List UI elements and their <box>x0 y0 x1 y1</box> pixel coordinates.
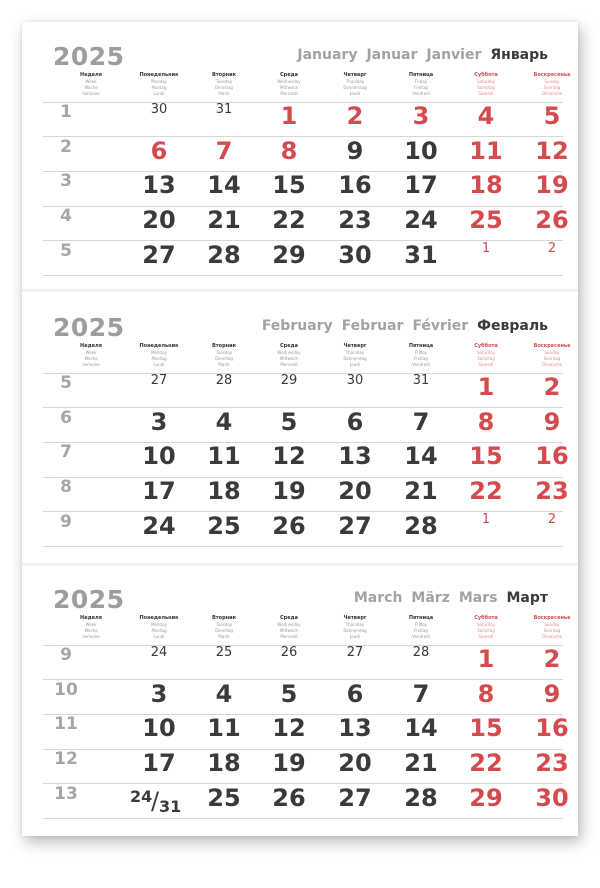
week-row <box>22 373 578 407</box>
weekday-header-en: Friday <box>414 79 428 84</box>
day-cell: 31 <box>215 102 233 117</box>
weekday-header-ru: Воскресенье <box>533 72 571 78</box>
weekday-header-en: Sunday <box>544 622 560 627</box>
weekday-header-fr: Samedi <box>478 362 494 367</box>
weekday-header-ru: Пятница <box>408 615 434 621</box>
weekday-header <box>259 343 319 367</box>
weekday-header-fr: Dimanche <box>541 362 563 367</box>
day-cell: 29 <box>272 240 306 269</box>
week-row <box>22 680 578 714</box>
day-cell: 16 <box>535 714 569 743</box>
day-cell: 5 <box>543 102 561 130</box>
day-cell: 28 <box>215 373 233 388</box>
weekday-header <box>259 72 319 96</box>
day-cell: 17 <box>404 171 438 200</box>
day-cell: 27 <box>338 783 372 812</box>
day-cell: 1 <box>477 645 495 673</box>
weekday-header <box>391 615 451 639</box>
day-cell: 2 <box>346 102 364 130</box>
weekday-header <box>129 343 189 367</box>
week-row <box>22 102 578 136</box>
weekday-header-en: Wednesday <box>277 622 301 627</box>
week-row <box>22 784 578 818</box>
weekday-header-fr: Jeudi <box>350 634 360 639</box>
weekday-header-ru: Среда <box>279 343 299 349</box>
day-cell: 30 <box>150 102 168 117</box>
day-cell: 23 <box>535 477 569 506</box>
weekday-header-ru: Понедельник <box>139 615 179 621</box>
weekday-header-en: Sunday <box>544 350 560 355</box>
day-cell: 28 <box>207 240 241 269</box>
weekday-header-en: Saturday <box>476 622 496 627</box>
day-cell: 8 <box>477 407 495 436</box>
day-cell: 30 <box>346 373 364 388</box>
day-cell: 8 <box>477 679 495 708</box>
day-cell: 24 <box>142 511 176 540</box>
day-cell: 28 <box>404 511 438 540</box>
week-row <box>22 645 578 679</box>
week-number: 3 <box>60 171 72 192</box>
weekday-header-de: Sonntag <box>543 628 561 633</box>
day-cell: 20 <box>338 477 372 506</box>
day-cell: 27 <box>338 511 372 540</box>
weekday-header <box>522 615 582 639</box>
week-column-header <box>69 72 113 96</box>
day-cell: 15 <box>272 171 306 200</box>
weekday-header-de: Dienstag <box>215 628 233 633</box>
month-name: Mars <box>458 590 498 606</box>
weekday-header-de: Donnerstag <box>343 85 367 90</box>
weekday-header-fr: Vendredi <box>412 91 430 96</box>
day-cell: 1 <box>481 240 491 256</box>
weekday-header-ru: Неделя <box>80 343 102 349</box>
weekday-header-en: Wednesday <box>277 350 301 355</box>
weekday-header-de: Montag <box>151 356 167 361</box>
weekday-header-de: Montag <box>151 628 167 633</box>
weekday-header-fr: Semaine <box>82 634 100 639</box>
day-cell: 4 <box>215 679 233 708</box>
day-cell: 3 <box>150 407 168 436</box>
weekday-header-ru: Пятница <box>408 72 434 78</box>
weekday-header-fr: Mardi <box>218 634 230 639</box>
day-cell: 27 <box>142 240 176 269</box>
day-cell: 5 <box>280 407 298 436</box>
weekday-header <box>129 615 189 639</box>
day-cell: 21 <box>404 749 438 778</box>
day-cell: 25 <box>207 511 241 540</box>
day-cell: 28 <box>412 645 430 660</box>
day-cell: 2 <box>547 240 557 256</box>
week-number: 9 <box>60 645 72 665</box>
day-cell: 13 <box>142 171 176 200</box>
day-cell: 6 <box>346 407 364 436</box>
day-cell: 26 <box>280 645 298 660</box>
weekday-header <box>325 343 385 367</box>
month-names <box>288 47 548 63</box>
week-number: 11 <box>54 714 78 735</box>
weekday-header-ru: Суббота <box>474 343 498 349</box>
day-cell: 17 <box>142 749 176 778</box>
weekday-header-ru: Четверг <box>343 72 367 78</box>
day-cell: 9 <box>346 136 364 165</box>
day-cell: 14 <box>207 171 241 200</box>
split-slash: / <box>151 786 160 815</box>
month-name: February <box>261 318 333 334</box>
day-cell: 2 <box>543 645 561 673</box>
weekday-header-de: Woche <box>84 356 98 361</box>
day-cell: 20 <box>338 749 372 778</box>
day-cell: 5 <box>280 679 298 708</box>
day-cell: 11 <box>207 442 241 471</box>
week-row <box>22 171 578 205</box>
week-number: 4 <box>60 206 72 227</box>
day-cell: 17 <box>142 477 176 506</box>
weekday-header-en: Friday <box>414 350 428 355</box>
weekday-header-fr: Dimanche <box>541 634 563 639</box>
weekday-header-fr: Dimanche <box>541 91 563 96</box>
day-cell: 12 <box>272 442 306 471</box>
day-cell: 10 <box>404 136 438 165</box>
week-number: 13 <box>54 783 78 804</box>
weekday-header-ru: Четверг <box>343 615 367 621</box>
day-cell: 12 <box>272 714 306 743</box>
weekday-header-de: Mittwoch <box>279 85 299 90</box>
day-cell: 30 <box>535 783 569 812</box>
weekday-header-de: Donnerstag <box>343 356 367 361</box>
month-names <box>253 318 548 334</box>
week-row <box>22 749 578 783</box>
weekday-header-ru: Вторник <box>211 343 237 349</box>
weekday-header-fr: Vendredi <box>412 634 430 639</box>
weekday-header-de: Woche <box>84 628 98 633</box>
weekday-header-de: Samstag <box>477 85 495 90</box>
week-row <box>22 137 578 171</box>
weekday-header-ru: Вторник <box>211 615 237 621</box>
day-cell: 11 <box>207 714 241 743</box>
day-cell: 25 <box>469 206 503 235</box>
weekday-header-ru: Среда <box>279 72 299 78</box>
weekday-header-en: Week <box>85 350 97 355</box>
day-cell: 30 <box>338 240 372 269</box>
day-cell: 18 <box>207 477 241 506</box>
weekday-header <box>129 72 189 96</box>
weekday-header <box>325 72 385 96</box>
day-cell: 4 <box>477 102 495 130</box>
day-cell: 9 <box>543 407 561 436</box>
weekday-header-ru: Неделя <box>80 72 102 78</box>
day-cell: 1 <box>280 102 298 130</box>
month-name: Janvier <box>426 47 482 63</box>
day-cell: 19 <box>272 749 306 778</box>
day-cell: 3 <box>150 679 168 708</box>
week-number: 2 <box>60 136 72 157</box>
weekday-header <box>325 615 385 639</box>
week-row <box>22 206 578 240</box>
day-cell: 15 <box>469 442 503 471</box>
day-cell: 29 <box>469 783 503 812</box>
week-row <box>22 714 578 748</box>
weekday-header-en: Monday <box>151 622 167 627</box>
month-name: März <box>411 590 450 606</box>
day-cell: 16 <box>535 442 569 471</box>
day-cell: 25 <box>215 645 233 660</box>
day-cell: 23 <box>338 206 372 235</box>
day-cell: 26 <box>272 511 306 540</box>
weekday-header <box>194 615 254 639</box>
day-cell: 28 <box>404 783 438 812</box>
weekday-header-fr: Jeudi <box>350 362 360 367</box>
weekday-header-de: Sonntag <box>543 356 561 361</box>
day-cell: 10 <box>142 714 176 743</box>
month-name: Février <box>412 318 469 334</box>
weekday-header-fr: Mardi <box>218 91 230 96</box>
month-calendar <box>22 313 578 583</box>
day-cell: 23 <box>535 749 569 778</box>
day-cell: 15 <box>469 714 503 743</box>
day-cell: 3 <box>412 102 430 130</box>
day-cell: 25 <box>207 783 241 812</box>
weekday-header-fr: Lundi <box>153 634 165 639</box>
weekday-header-ru: Неделя <box>80 615 102 621</box>
day-cell: 18 <box>207 749 241 778</box>
year-label: 2025 <box>53 313 125 342</box>
weekday-header <box>522 72 582 96</box>
week-row <box>22 442 578 476</box>
weekday-header <box>456 343 516 367</box>
weekday-header-fr: Samedi <box>478 634 494 639</box>
day-cell: 26 <box>272 783 306 812</box>
day-cell: 24 <box>150 645 168 660</box>
week-number: 12 <box>54 749 78 770</box>
month-names <box>345 590 548 606</box>
weekday-header-en: Thursday <box>345 79 365 84</box>
weekday-header-fr: Semaine <box>82 362 100 367</box>
weekday-header-ru: Среда <box>279 615 299 621</box>
week-number: 1 <box>60 102 72 122</box>
day-cell: 10 <box>142 442 176 471</box>
year-label: 2025 <box>53 585 125 614</box>
day-cell: 22 <box>469 477 503 506</box>
week-row <box>22 408 578 442</box>
weekday-header-en: Week <box>85 622 97 627</box>
weekday-header-ru: Суббота <box>474 615 498 621</box>
week-number: 7 <box>60 442 72 463</box>
day-cell: 24 <box>404 206 438 235</box>
weekday-header-de: Freitag <box>414 356 428 361</box>
weekday-header-en: Saturday <box>476 79 496 84</box>
weekday-header <box>259 615 319 639</box>
week-column-header <box>69 615 113 639</box>
weekday-header-de: Donnerstag <box>343 628 367 633</box>
week-row <box>22 241 578 275</box>
day-cell: 4 <box>215 407 233 436</box>
week-column-header <box>69 343 113 367</box>
day-cell: 6 <box>346 679 364 708</box>
weekday-header-ru: Понедельник <box>139 343 179 349</box>
row-divider <box>43 546 563 547</box>
week-number: 5 <box>60 240 72 261</box>
weekday-header-de: Montag <box>151 85 167 90</box>
week-number: 8 <box>60 477 72 498</box>
day-cell: 22 <box>272 206 306 235</box>
weekday-header-fr: Jeudi <box>350 91 360 96</box>
day-cell: 22 <box>469 749 503 778</box>
weekday-header-ru: Четверг <box>343 343 367 349</box>
month-name: January <box>297 47 358 63</box>
month-name: Февраль <box>477 318 548 334</box>
month-name: Март <box>506 590 548 606</box>
day-cell: 20 <box>142 206 176 235</box>
week-row <box>22 512 578 546</box>
weekday-header-de: Dienstag <box>215 85 233 90</box>
weekday-header-fr: Samedi <box>478 91 494 96</box>
weekday-header-ru: Пятница <box>408 343 434 349</box>
weekday-header-en: Friday <box>414 622 428 627</box>
weekday-header <box>456 615 516 639</box>
split-day-top: 24 <box>130 786 153 806</box>
weekday-header-en: Sunday <box>544 79 560 84</box>
day-cell: 21 <box>207 206 241 235</box>
weekday-header-fr: Lundi <box>153 362 165 367</box>
day-cell: 12 <box>535 136 569 165</box>
week-number: 6 <box>60 407 72 428</box>
month-name: Январь <box>490 47 548 63</box>
weekday-header-de: Freitag <box>414 85 428 90</box>
weekday-header-de: Mittwoch <box>279 628 299 633</box>
week-number: 5 <box>60 373 72 393</box>
weekday-header <box>391 343 451 367</box>
day-cell: 2 <box>547 511 557 527</box>
year-label: 2025 <box>53 42 125 71</box>
day-cell: 2 <box>543 373 561 401</box>
weekday-header-de: Sonntag <box>543 85 561 90</box>
split-day-cell <box>115 785 185 817</box>
month-name: Januar <box>366 47 418 63</box>
month-name: March <box>353 590 403 606</box>
weekday-header-ru: Воскресенье <box>533 615 571 621</box>
day-cell: 31 <box>404 240 438 269</box>
weekday-header-fr: Lundi <box>153 91 165 96</box>
day-cell: 8 <box>280 136 298 165</box>
month-name: Februar <box>341 318 404 334</box>
week-number: 10 <box>54 679 78 700</box>
row-divider <box>43 818 563 819</box>
weekday-header-de: Samstag <box>477 628 495 633</box>
weekday-header-en: Tuesday <box>215 350 233 355</box>
weekday-header-de: Freitag <box>414 628 428 633</box>
day-cell: 11 <box>469 136 503 165</box>
weekday-header-en: Saturday <box>476 350 496 355</box>
day-cell: 26 <box>535 206 569 235</box>
day-cell: 19 <box>535 171 569 200</box>
month-calendar <box>22 585 578 855</box>
day-cell: 6 <box>150 136 168 165</box>
day-cell: 31 <box>412 373 430 388</box>
weekday-header-de: Samstag <box>477 356 495 361</box>
weekday-header-ru: Воскресенье <box>533 343 571 349</box>
weekday-header <box>522 343 582 367</box>
weekday-header-de: Mittwoch <box>279 356 299 361</box>
weekday-header <box>456 72 516 96</box>
weekday-header-en: Monday <box>151 79 167 84</box>
day-cell: 14 <box>404 442 438 471</box>
week-number: 9 <box>60 511 72 532</box>
weekday-header-fr: Mardi <box>218 362 230 367</box>
weekday-header-fr: Mercredi <box>280 634 298 639</box>
weekday-header-en: Thursday <box>345 622 365 627</box>
weekday-header <box>391 72 451 96</box>
day-cell: 29 <box>280 373 298 388</box>
weekday-header-fr: Mercredi <box>280 91 298 96</box>
day-cell: 7 <box>412 407 430 436</box>
weekday-header-fr: Mercredi <box>280 362 298 367</box>
day-cell: 27 <box>346 645 364 660</box>
weekday-header-de: Woche <box>84 85 98 90</box>
weekday-header-en: Tuesday <box>215 622 233 627</box>
month-calendar <box>22 42 578 312</box>
weekday-header-ru: Вторник <box>211 72 237 78</box>
split-day-bottom: 31 <box>159 796 182 816</box>
weekday-header-ru: Суббота <box>474 72 498 78</box>
day-cell: 9 <box>543 679 561 708</box>
day-cell: 16 <box>338 171 372 200</box>
week-row <box>22 477 578 511</box>
weekday-header-en: Monday <box>151 350 167 355</box>
day-cell: 18 <box>469 171 503 200</box>
day-cell: 7 <box>412 679 430 708</box>
day-cell: 7 <box>215 136 233 165</box>
weekday-header <box>194 72 254 96</box>
day-cell: 13 <box>338 442 372 471</box>
weekday-header <box>194 343 254 367</box>
weekday-header-fr: Vendredi <box>412 362 430 367</box>
day-cell: 19 <box>272 477 306 506</box>
day-cell: 13 <box>338 714 372 743</box>
weekday-header-fr: Semaine <box>82 91 100 96</box>
day-cell: 1 <box>477 373 495 401</box>
weekday-header-en: Tuesday <box>215 79 233 84</box>
weekday-header-ru: Понедельник <box>139 72 179 78</box>
day-cell: 14 <box>404 714 438 743</box>
weekday-header-en: Week <box>85 79 97 84</box>
row-divider <box>43 275 563 276</box>
weekday-header-en: Thursday <box>345 350 365 355</box>
weekday-header-en: Wednesday <box>277 79 301 84</box>
day-cell: 1 <box>481 511 491 527</box>
day-cell: 21 <box>404 477 438 506</box>
weekday-header-de: Dienstag <box>215 356 233 361</box>
day-cell: 27 <box>150 373 168 388</box>
